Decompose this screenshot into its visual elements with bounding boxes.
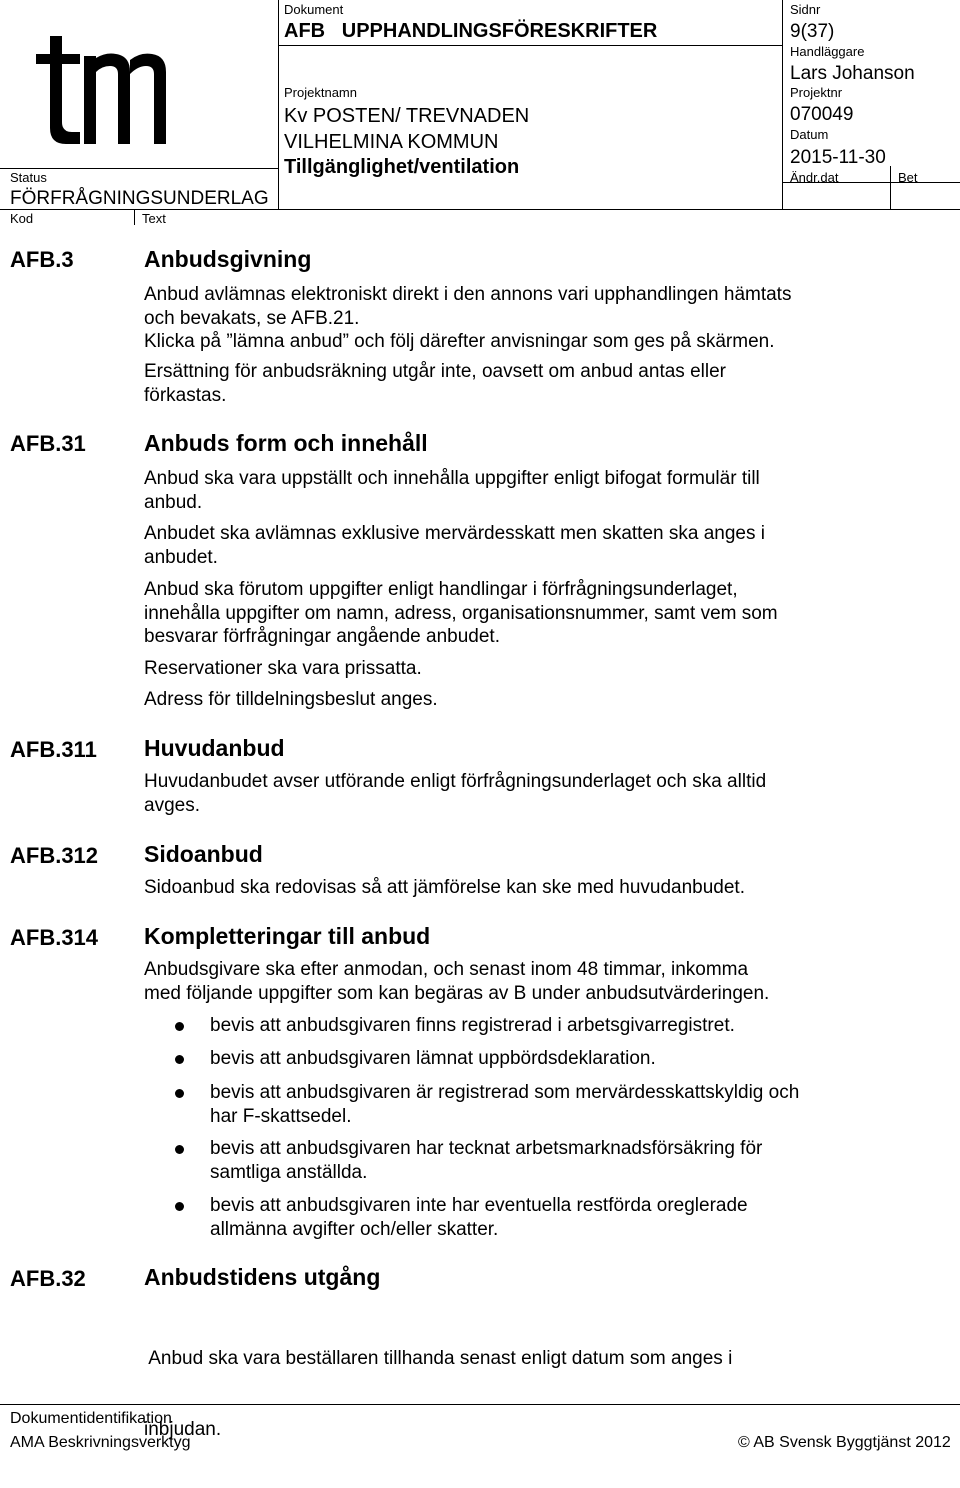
paragraph: Adress för tilldelningsbeslut anges. bbox=[144, 689, 438, 710]
text-line: anbudet. bbox=[144, 546, 218, 568]
document-id-label: Dokumentidentifikation bbox=[10, 1410, 172, 1427]
section-code: AFB.3 bbox=[10, 247, 74, 272]
dokument-value: AFB UPPHANDLINGSFÖRESKRIFTER bbox=[284, 20, 658, 42]
list-item bbox=[210, 1081, 890, 1128]
paragraph bbox=[144, 1300, 864, 1488]
section-heading: Sidoanbud bbox=[144, 841, 263, 867]
section-heading: Anbudsgivning bbox=[144, 246, 312, 272]
text-line: Anbudsgivare ska efter anmodan, och senast inom 48 timmar, inkomma bbox=[144, 959, 749, 980]
section-heading: Anbuds form och innehåll bbox=[144, 430, 428, 456]
text-line: bevis att anbudsgivaren har tecknat arbetsmarknadsförsäkring för bbox=[210, 1138, 763, 1159]
section-code: AFB.314 bbox=[10, 925, 99, 950]
text-line: bevis att anbudsgivaren inte har eventuella restförda oreglerade bbox=[210, 1195, 748, 1216]
footer-copyright: © AB Svensk Byggtjänst 2012 bbox=[738, 1434, 951, 1451]
section-code: AFB.32 bbox=[10, 1266, 86, 1291]
sidnr-value: 9(37) bbox=[790, 21, 835, 42]
handlaggare-label: Handläggare bbox=[790, 44, 865, 59]
bet-label: Bet bbox=[898, 170, 918, 185]
paragraph bbox=[144, 283, 864, 354]
datum-label: Datum bbox=[790, 127, 829, 142]
bullet-icon bbox=[175, 1145, 184, 1154]
text-line: allmänna avgifter och/eller skatter. bbox=[210, 1218, 499, 1240]
text-line: inbjudan. bbox=[144, 1418, 222, 1440]
projektnr-value: 070049 bbox=[790, 104, 854, 125]
paragraph bbox=[144, 958, 864, 1005]
paragraph bbox=[144, 360, 864, 407]
projektnr-label: Projektnr bbox=[790, 85, 843, 100]
footer-tool: AMA Beskrivningsverktyg bbox=[10, 1434, 191, 1451]
section-code: AFB.312 bbox=[10, 843, 99, 868]
list-item: bevis att anbudsgivaren lämnat uppbördsdeklaration. bbox=[210, 1048, 656, 1069]
text-line: Anbud ska vara beställaren tillhanda senast enligt datum som anges i bbox=[144, 1348, 733, 1369]
bullet-icon bbox=[175, 1022, 184, 1031]
paragraph bbox=[144, 467, 864, 514]
bullet-icon bbox=[175, 1089, 184, 1098]
section-heading: Huvudanbud bbox=[144, 735, 285, 761]
text-line: avges. bbox=[144, 794, 200, 816]
paragraph bbox=[144, 770, 864, 817]
text-line: Anbud avlämnas elektroniskt direkt i den annons vari upphandlingen hämtats bbox=[144, 284, 792, 305]
section-code: AFB.31 bbox=[10, 431, 86, 456]
paragraph bbox=[144, 522, 864, 569]
text-line: innehålla uppgifter om namn, adress, organisationsnummer, samt vem som bbox=[144, 602, 778, 624]
dokument-label: Dokument bbox=[284, 2, 344, 17]
text-line: Klicka på ”lämna anbud” och följ därefter anvisningar som ges på skärmen. bbox=[144, 331, 775, 352]
text-line: anbud. bbox=[144, 491, 203, 513]
paragraph: Sidoanbud ska redovisas så att jämförelse kan ske med huvudanbudet. bbox=[144, 877, 745, 898]
status-label: Status bbox=[10, 170, 47, 185]
projektnamn-label: Projektnamn bbox=[284, 85, 357, 100]
text-line: Huvudanbudet avser utförande enligt förfrågningsunderlaget och ska alltid bbox=[144, 771, 767, 792]
kod-label: Kod bbox=[10, 211, 34, 226]
paragraph: Reservationer ska vara prissatta. bbox=[144, 658, 422, 679]
list-item bbox=[210, 1137, 890, 1184]
text-line: har F-skattsedel. bbox=[210, 1105, 352, 1127]
andrdat-label: Ändr.dat bbox=[790, 170, 839, 185]
projekt-line-2: VILHELMINA KOMMUN bbox=[284, 131, 499, 153]
bullet-icon bbox=[175, 1202, 184, 1211]
section-heading: Anbudstidens utgång bbox=[144, 1264, 381, 1290]
list-item: bevis att anbudsgivaren finns registrerad i arbetsgivarregistret. bbox=[210, 1015, 735, 1036]
text-line: och bevakats, se AFB.21. bbox=[144, 307, 360, 329]
paragraph bbox=[144, 578, 864, 649]
sidnr-label: Sidnr bbox=[790, 2, 821, 17]
bullet-icon bbox=[175, 1055, 184, 1064]
text-line: Anbud ska vara uppställt och innehålla uppgifter enligt bifogat formulär till bbox=[144, 468, 760, 489]
status-value: FÖRFRÅGNINGSUNDERLAG bbox=[10, 188, 269, 209]
text-line: förkastas. bbox=[144, 384, 227, 406]
text-line: Anbudet ska avlämnas exklusive mervärdesskatt men skatten ska anges i bbox=[144, 523, 765, 544]
projekt-line-1: Kv POSTEN/ TREVNADEN bbox=[284, 105, 530, 127]
text-line: Anbud ska förutom uppgifter enligt handlingar i förfrågningsunderlaget, bbox=[144, 579, 738, 600]
text-line: bevis att anbudsgivaren är registrerad som mervärdesskattskyldig och bbox=[210, 1082, 800, 1103]
handlaggare-value: Lars Johanson bbox=[790, 63, 915, 84]
section-heading: Kompletteringar till anbud bbox=[144, 923, 431, 949]
datum-value: 2015-11-30 bbox=[790, 147, 886, 168]
text-line: Ersättning för anbudsräkning utgår inte, oavsett om anbud antas eller bbox=[144, 361, 726, 382]
text-line: samtliga anställda. bbox=[210, 1161, 368, 1183]
tm-logo bbox=[32, 36, 192, 148]
text-label: Text bbox=[142, 211, 166, 226]
text-line: besvarar förfrågningar angående anbudet. bbox=[144, 626, 500, 647]
section-code: AFB.311 bbox=[10, 737, 97, 762]
projekt-line-3: Tillgänglighet/ventilation bbox=[284, 156, 520, 178]
list-item bbox=[210, 1194, 890, 1241]
text-line: med följande uppgifter som kan begäras av B under anbudsutvärderingen. bbox=[144, 982, 770, 1004]
